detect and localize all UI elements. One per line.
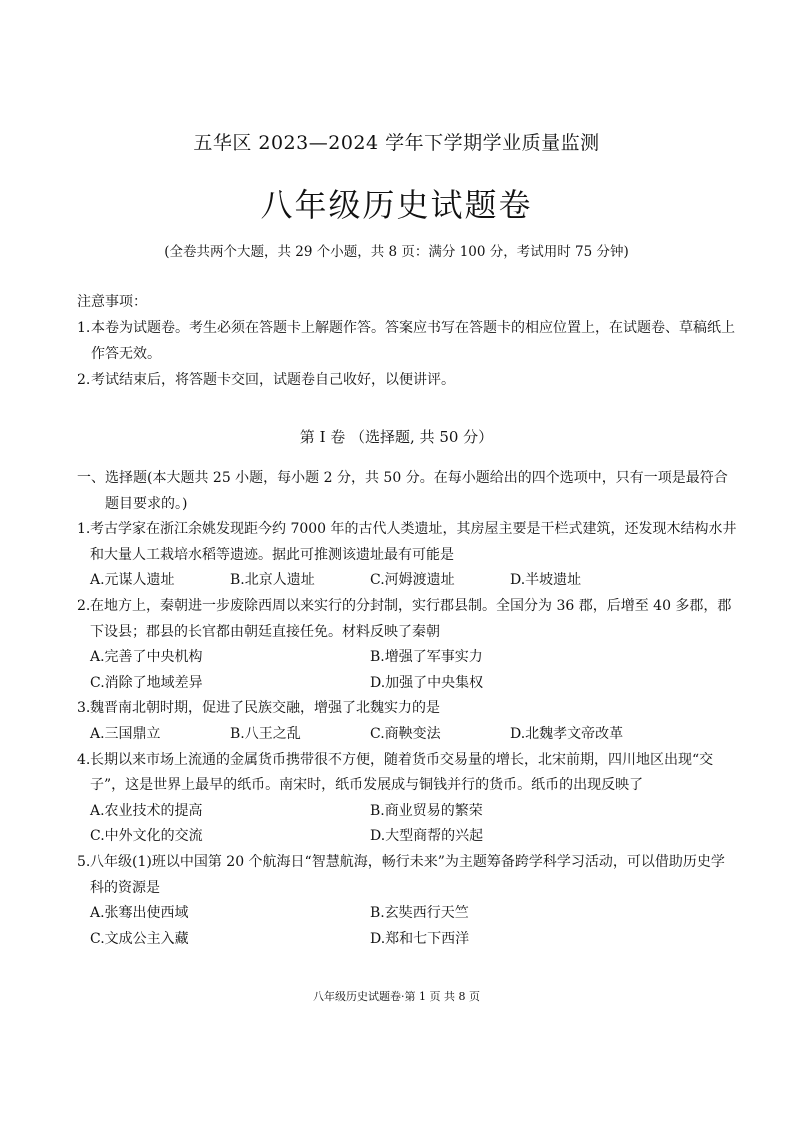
question xyxy=(77,850,737,901)
option-a: A.农业技术的提高 xyxy=(90,802,203,819)
question xyxy=(77,696,737,722)
exam-subtitle: (全卷共两个大题，共 29 个小题，共 8 页：满分 100 分，考试用时 75 分钟) xyxy=(164,244,629,260)
option-a: A.三国鼎立 xyxy=(90,725,161,742)
question xyxy=(77,594,737,645)
page-footer: 八年级历史试题卷·第 1 页 共 8 页 xyxy=(313,990,480,1003)
question-text: 魏晋南北朝时期，促进了民族交融，增强了北魏实力的是 xyxy=(90,700,440,717)
note-number: 1. xyxy=(77,320,91,336)
option-d: D.北魏孝文帝改革 xyxy=(510,725,624,742)
note-item xyxy=(77,367,737,393)
options xyxy=(77,901,737,952)
part-instructions: 选择题(本大题共 25 小题，每小题 2 分，共 50 分。在每小题给出的四个选项中，只有一项是最符合题目要求的。) xyxy=(105,470,728,512)
option-a: A.完善了中央机构 xyxy=(90,649,203,666)
notes-section xyxy=(77,289,737,393)
option-b: B.商业贸易的繁荣 xyxy=(370,802,483,819)
note-text: 考试结束后，将答题卡交回，试题卷自己收好，以便讲评。 xyxy=(91,372,455,388)
options xyxy=(77,568,737,594)
option-c: C.商鞅变法 xyxy=(370,725,441,742)
option-d: D.郑和七下西洋 xyxy=(370,930,470,947)
option-c: C.河姆渡遗址 xyxy=(370,572,455,589)
option-d: D.半坡遗址 xyxy=(510,572,582,589)
note-number: 2. xyxy=(77,372,91,388)
option-b: B.北京人遗址 xyxy=(230,572,315,589)
question-text: 在地方上，秦朝进一步废除西周以来实行的分封制，实行郡县制。全国分为 36 郡，后增至 40 多郡，郡下设县；郡县的长官都由朝廷直接任免。材料反映了秦朝 xyxy=(90,597,732,640)
note-text: 本卷为试题卷。考生必须在答题卡上解题作答。答案应书写在答题卡的相应位置上，在试题卷、草稿纸上作答无效。 xyxy=(91,320,735,362)
part-label: 一、 xyxy=(77,470,105,486)
option-a: A.元谋人遗址 xyxy=(90,572,175,589)
notes-heading: 注意事项： xyxy=(77,294,147,310)
options xyxy=(77,645,737,696)
option-d: D.加强了中央集权 xyxy=(370,674,484,691)
part-intro xyxy=(77,466,737,517)
option-c: C.文成公主入藏 xyxy=(90,930,189,947)
options xyxy=(77,799,737,850)
note-item xyxy=(77,315,737,367)
exam-title: 八年级历史试题卷 xyxy=(260,186,533,224)
option-a: A.张骞出使西域 xyxy=(90,905,189,922)
exam-title-line1: 五华区 2023—2024 学年下学期学业质量监测 xyxy=(193,132,600,154)
question-number: 4. xyxy=(77,751,91,768)
question xyxy=(77,748,737,799)
option-c: C.消除了地域差异 xyxy=(90,674,203,691)
question-number: 3. xyxy=(77,700,91,717)
question-number: 2. xyxy=(77,597,91,614)
question-text: 长期以来市场上流通的金属货币携带很不方便，随着货币交易量的增长，北宋前期，四川地区出现“交子”，这是世界上最早的纸币。南宋时，纸币发展成与铜钱并行的货币。纸币的出现反映了 xyxy=(90,751,714,794)
question xyxy=(77,517,737,568)
option-d: D.大型商帮的兴起 xyxy=(370,828,484,845)
option-b: B.玄奘西行天竺 xyxy=(370,905,469,922)
question-text: 八年级(1)班以中国第 20 个航海日“智慧航海，畅行未来”为主题筹备跨学科学习活动，可以借助历史学科的资源是 xyxy=(90,853,725,896)
question-list xyxy=(77,466,737,952)
option-b: B.八王之乱 xyxy=(230,725,301,742)
question-number: 1. xyxy=(77,521,91,538)
section-heading: 第 I 卷 （选择题, 共 50 分） xyxy=(299,428,494,446)
option-c: C.中外文化的交流 xyxy=(90,828,203,845)
question-text: 考古学家在浙江余姚发现距今约 7000 年的古代人类遗址，其房屋主要是干栏式建筑，还发现木结构水井和大量人工栽培水稻等遗迹。据此可推测该遗址最有可能是 xyxy=(90,521,737,563)
options xyxy=(77,722,737,748)
question-number: 5. xyxy=(77,853,91,870)
option-b: B.增强了军事实力 xyxy=(370,649,483,666)
